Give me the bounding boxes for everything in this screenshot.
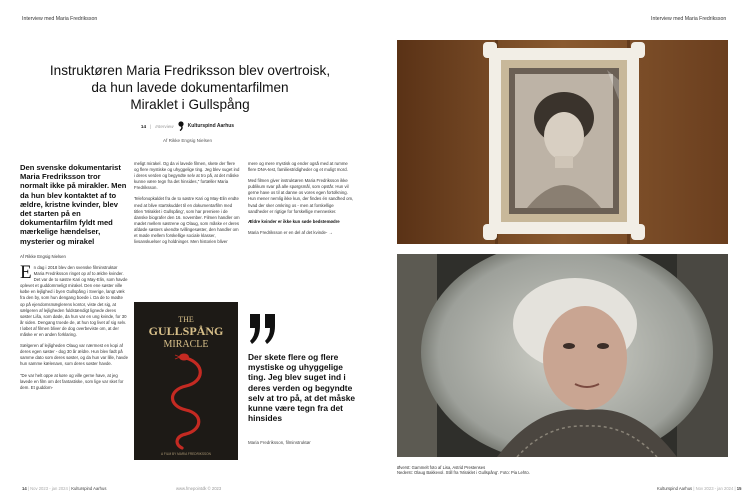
body-column-1 [20,262,128,391]
title-line: Miraklet i Gullspång [130,97,250,112]
footer-brand: Kulturspind Aarhus [71,486,107,491]
issue-date: Nov 2023 - jan 2024 [30,486,68,491]
issue-number: 14 [140,123,147,129]
body-paragraph: Med filmen giver instruktøren Maria Fredriksson ikke publikum svar på alle spørgsmål, som opstår. Hun vil gerne have os til at danne os vores egen fortolkning. Hun mener nemlig ikke kun, der findes én sandhed om, hvad der sker omkring os - men at forskellige sandheder er rigtige for forskellige mennesker. [248,178,354,214]
section-kind: Interview [155,123,174,129]
caption-line: Øverst: Gammelt foto af Lisa, Astrid Prestenses [397,465,486,470]
right-page [375,0,750,500]
divider: | [150,123,152,129]
subheading: Ældre kvinder er ikke kun søde bedstemødre [248,218,340,224]
issue-date: Nov 2023 - jan 2024 [695,486,734,491]
poster-title-line: THE [178,315,194,324]
photo-mirror-woman [397,254,728,457]
footer-website: www.fmepointdk © 2023 [176,486,222,491]
footer-brand: Kulturspind Aarhus [657,486,693,491]
article-title [20,62,360,113]
body-paragraph: Maria Fredriksson er en del af det kvinde- → [248,229,333,235]
poster-title-line: GULLSPÅNG [148,324,224,338]
title-line: Instruktøren Maria Fredriksson blev overtroisk, [49,63,331,78]
body-paragraph: Sælgeren af lejligheden Olaug var nærmest en kopi af deres egen søster - dog 30 år ældre. Hun blev født på samme dato som deres søster, og da hun var lille, havde hun samme kælenavn, som deres søster havde. [20,343,128,367]
body-paragraph: n dag i 2018 blev den svenske filminstruktør Maria Fredriksson ringet op af to ældre kvinder. Det var de to søstre Kari og May-Elin, som havde oplevet et guddommeligt mirakel. Den ene søster ville købe en lejlighed i byen Gullspång i Sverige, langt væk fra den by, som hun dengang boede i. Da de to mødte op på ejendomsmæglerens kontor, viste det sig, at sælgeren af lejligheden fuldstændigt lignede deres søster Liša, som døde, da hun var en ung kvinde, for 30 år siden. Dengang troede de, at hun tog livet af sig selv. I løbet af filmen bliver de dog overbeviste om, at der måske er en anden forklaring. [20,265,128,338]
article-author: Af Rikke Engsig Nielsen [162,138,213,143]
framed-portrait-image [397,40,728,244]
page-footer: Kulturspind Aarhus | Nov 2023 - jan 2024 | 15 [657,486,742,491]
page-number: 14 [22,486,27,491]
article-lede: Den svenske dokumentarist Maria Fredriksson tror normalt ikke på mirakler. Men da hun blev kontaktet af to ældre, kristne kvinder, blev det starten på en dokumentarfilm fyldt med mærkelige hændelser, mysterier og mirakel [20,163,127,246]
page-number: 15 [736,486,742,491]
brand-name: Kulturspind Aarhus [187,123,235,129]
section-byline [0,121,375,131]
quote-mark-icon [248,312,278,346]
caption-line: Nederst: Olaug Bakkevol. Still fra 'Miraklet i Gullspång'. Foto: Pia Lehto. [397,470,530,476]
poster-title-line: MIRACLE [163,339,209,350]
body-column-3 [248,161,354,236]
photo-framed-portrait [397,40,728,244]
pull-quote: Der skete flere og flere mystiske og uhyggelige ting. Jeg blev suget ind i deres verden og begyndte selv at tro på, at det måske kunne være tegn fra det hinsides [248,352,356,424]
photo-caption [397,465,597,476]
body-column-2 [134,161,240,245]
brand-logo-icon [178,121,184,131]
body-paragraph: meligt mirakel. Og da vi lavede filmen, skete der flere og flere mystiske og uhyggelige ting. Jeg blev suget ind i deres verden og begyndte selv at tro på, at det måske kunne være tegn fra det hinsides," fortæller Maria Fredriksson. [134,161,240,191]
drop-cap: E [20,262,32,283]
title-line: da hun lavede dokumentarfilmen [91,80,289,95]
quote-source: Maria Fredriksson, filminstruktør [248,440,311,445]
running-head: Interview med Maria Fredriksson [22,16,98,22]
page-footer: 14 | Nov 2023 - jan 2024 | Kulturspind Aarhus [22,486,107,491]
mirror-woman-image [397,254,728,457]
body-paragraph: mere og mere mystisk og ender også med at rumme flere DNA-test, familiestridigheder og et muligt mord. [248,161,348,173]
film-poster [134,302,238,460]
body-paragraph: Telefonopkaldet fra de to søstre Kari og May-Elin endte med at blive startskuddet til en dokumentarfilm med titlen 'Miraklet i Gullspång', som har premiere i de danske biografer den 16. november. Filmen handler om mødet mellem søstrene og Olaug, som måske er deres afdøde søsters ukendte tvillingesøster, den handler om et møde mellem forskellige sociale klasser, livsanskuelser og holdninger. Men historien bliver [134,196,240,245]
poster-credit: A FILM BY MARIA FREDRIKSSON [161,452,211,456]
poster-artwork [134,302,238,460]
column-author: Af Rikke Engsig Nielsen [20,254,66,259]
running-head: Interview med Maria Fredriksson [651,16,727,22]
body-paragraph: "De var helt oppe at køre og ville gerne have, at jeg lavede en film om det fantastiske, som lige var sket for dem. Et guddom- [20,372,124,390]
